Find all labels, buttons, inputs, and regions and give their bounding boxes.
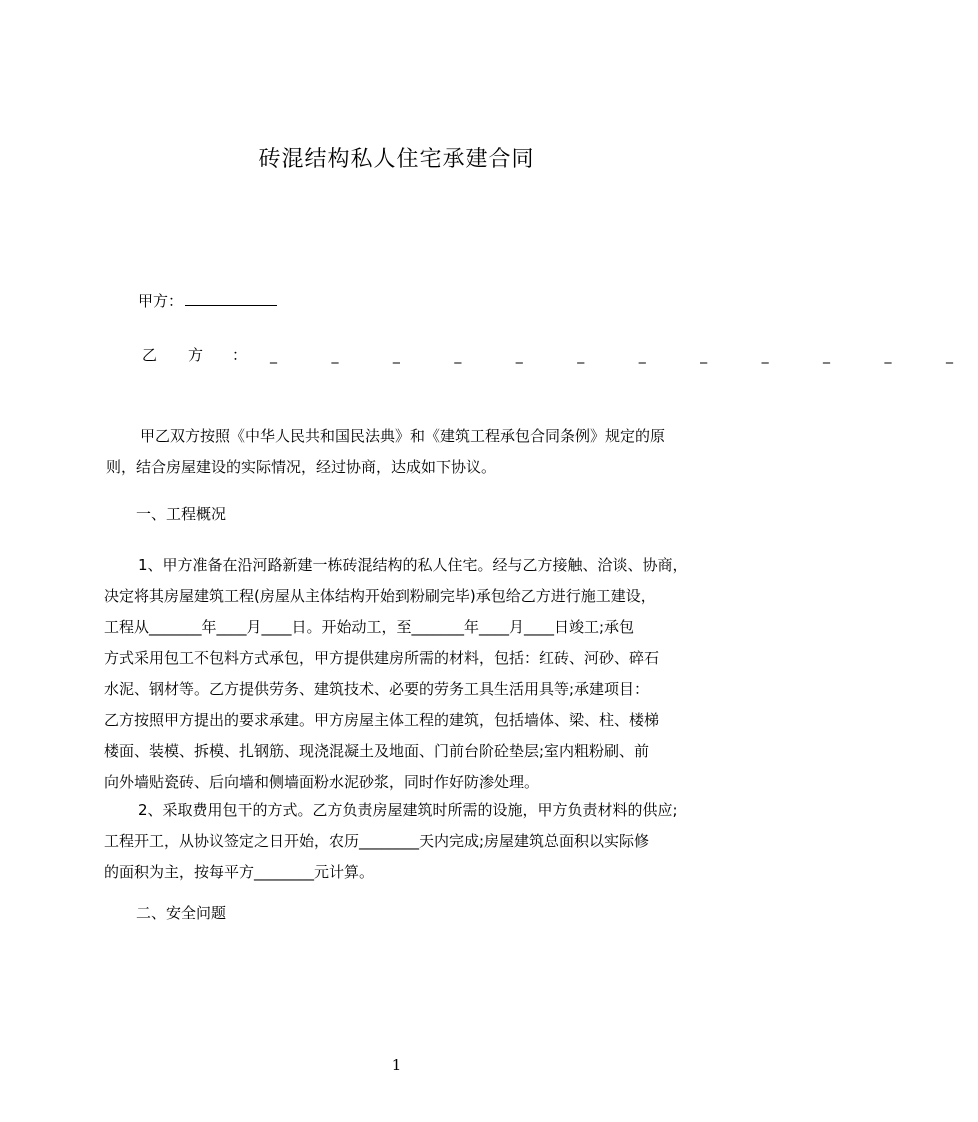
party-a-blank — [185, 291, 277, 306]
clause-1-line: 乙方按照甲方提出的要求承建。甲方房屋主体工程的建筑，包括墙体、梁、柱、楼梯 — [104, 711, 660, 729]
clause-1-paragraph — [104, 550, 704, 798]
page-number: 1 — [391, 1056, 402, 1074]
intro-line: 甲乙双方按照《中华人民共和国民法典》和《建筑工程承包合同条例》规定的原 — [140, 427, 666, 445]
clause-2-paragraph — [104, 795, 704, 888]
clause-1-line: 水泥、钢材等。乙方提供劳务、建筑技术、必要的劳务工具生活用具等;承建项目： — [104, 680, 650, 698]
clause-2-line: 的面积为主，按每平方________元计算。 — [104, 863, 375, 881]
party-b-line — [142, 346, 978, 365]
document-title: 砖混结构私人住宅承建合同 — [258, 147, 535, 172]
clause-1-line: 方式采用包工不包料方式承包，甲方提供建房所需的材料，包括：红砖、河砂、碎石 — [104, 649, 660, 667]
clause-1-line: 决定将其房屋建筑工程(房屋从主体结构开始到粉刷完毕)承包给乙方进行施工建设， — [104, 587, 656, 605]
party-b-label-3: ： — [232, 346, 248, 364]
party-b-blank: _ _ _ _ _ _ _ _ _ _ _ _ — [270, 348, 978, 364]
party-a-label: 甲方： — [138, 292, 184, 310]
party-b-label-2: 方 — [188, 346, 204, 364]
clause-1-line: 楼面、装模、拆模、扎钢筋、现浇混凝土及地面、门前台阶砼垫层;室内粗粉刷、前 — [104, 742, 650, 760]
section-1-heading: 一、工程概况 — [136, 505, 227, 523]
party-a-line — [138, 291, 277, 310]
clause-2-line: 工程开工，从协议签定之日开始，农历________天内完成;房屋建筑总面积以实际修 — [104, 832, 650, 850]
intro-paragraph — [106, 421, 696, 483]
intro-line: 则，结合房屋建设的实际情况，经过协商，达成如下协议。 — [106, 458, 497, 476]
clause-2-line: 2、采取费用包干的方式。乙方负责房屋建筑时所需的设施，甲方负责材料的供应; — [138, 801, 678, 819]
clause-1-line: 1、甲方准备在沿河路新建一栋砖混结构的私人住宅。经与乙方接触、洽谈、协商， — [138, 556, 688, 574]
clause-1-line: 向外墙贴瓷砖、后向墙和侧墙面粉水泥砂浆，同时作好防渗处理。 — [104, 773, 540, 791]
clause-1-line: 工程从_______年____月____日。开始动工，至_______年____月____日竣工;承包 — [104, 618, 635, 636]
section-2-heading: 二、安全问题 — [136, 904, 227, 922]
party-b-label-1: 乙 — [142, 346, 158, 364]
